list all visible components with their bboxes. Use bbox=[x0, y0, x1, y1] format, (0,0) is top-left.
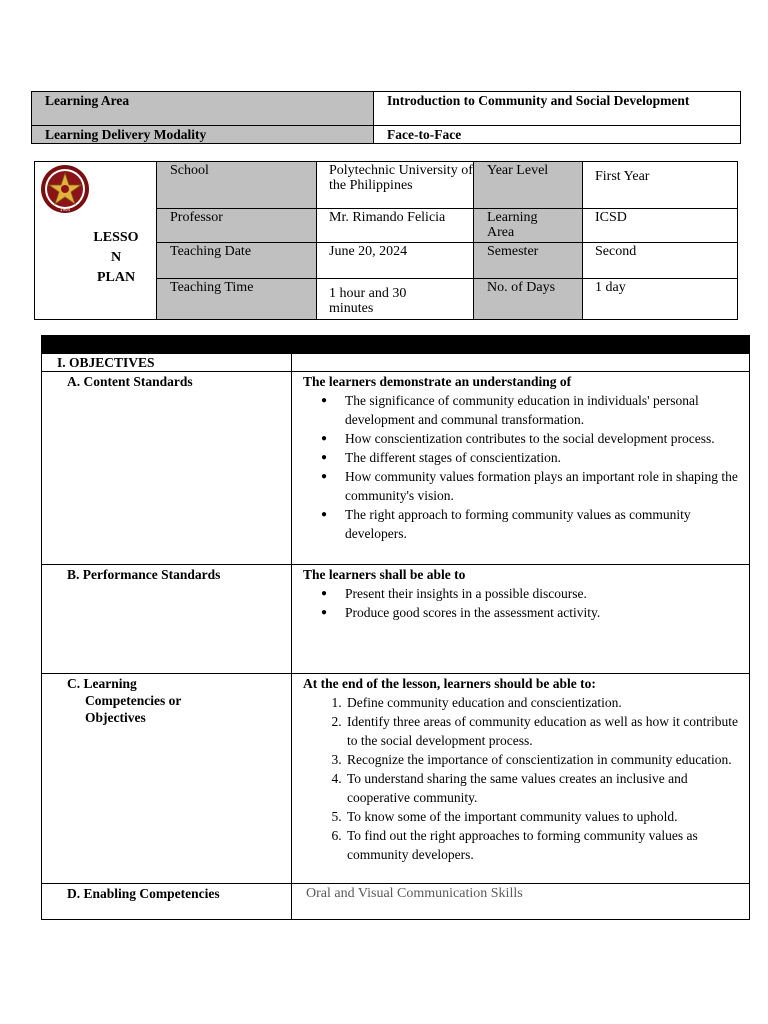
lesson-plan-cell bbox=[35, 162, 157, 320]
lesson-plan-line3: PLAN bbox=[96, 270, 136, 285]
content-standards-label: A. Content Standards bbox=[42, 372, 292, 565]
black-header-row bbox=[42, 336, 750, 354]
learning-area-value: Introduction to Community and Social Development bbox=[374, 92, 741, 126]
learning-area-label: Learning Area bbox=[32, 92, 374, 126]
list-item: ● How community values formation plays an important role in shaping the community's vision. bbox=[345, 467, 745, 505]
list-item: ● Present their insights in a possible discourse. bbox=[345, 584, 745, 603]
content-standards-list bbox=[303, 391, 745, 543]
lesson-plan-line1: LESSO bbox=[93, 230, 139, 245]
list-item: 5. To know some of the important community values to uphold. bbox=[345, 807, 745, 826]
list-item: ● The right approach to forming community values as community developers. bbox=[345, 505, 745, 543]
list-item: ● How conscientization contributes to the social development process. bbox=[345, 429, 745, 448]
modality-value: Face-to-Face bbox=[374, 126, 741, 144]
semester-value: Second bbox=[583, 243, 738, 279]
year-level-value: First Year bbox=[583, 162, 738, 209]
learning-competencies-heading: At the end of the lesson, learners should be able to: bbox=[303, 676, 596, 691]
university-seal-icon bbox=[40, 164, 90, 214]
list-item: ● Produce good scores in the assessment activity. bbox=[345, 603, 745, 622]
learning-competencies-label-line2: Competencies or bbox=[85, 693, 182, 708]
list-item: 2. Identify three areas of community education as well as how it contribute to the social development process. bbox=[345, 712, 745, 750]
school-value: Polytechnic University of the Philippines bbox=[317, 162, 474, 209]
seal-year: 1904 bbox=[59, 207, 71, 212]
lesson-info-table bbox=[34, 161, 738, 320]
learning-competencies-label-line3: Objectives bbox=[85, 710, 146, 725]
learning-competencies-cell bbox=[292, 674, 750, 884]
list-item: 6. To find out the right approaches to forming community values as community developers. bbox=[345, 826, 745, 864]
teaching-time-label: Teaching Time bbox=[157, 279, 317, 320]
professor-label: Professor bbox=[157, 209, 317, 243]
content-standards-heading: The learners demonstrate an understanding of bbox=[303, 374, 572, 389]
lesson-plan-line2: N bbox=[110, 250, 122, 265]
objectives-table bbox=[41, 335, 750, 920]
list-item: ● The different stages of conscientization. bbox=[345, 448, 745, 467]
days-value: 1 day bbox=[583, 279, 738, 320]
days-label: No. of Days bbox=[474, 279, 583, 320]
teaching-time-value: 1 hour and 30 minutes bbox=[317, 279, 474, 320]
teaching-date-label: Teaching Date bbox=[157, 243, 317, 279]
lesson-plan-title bbox=[83, 228, 149, 288]
list-item: 4. To understand sharing the same values creates an inclusive and cooperative community. bbox=[345, 769, 745, 807]
objectives-title: I. OBJECTIVES bbox=[42, 354, 292, 372]
performance-standards-heading: The learners shall be able to bbox=[303, 567, 466, 582]
list-item: 3. Recognize the importance of conscientization in community education. bbox=[345, 750, 745, 769]
list-item: ● The significance of community education in individuals' personal development and communal transformation. bbox=[345, 391, 745, 429]
modality-label: Learning Delivery Modality bbox=[32, 126, 374, 144]
year-level-label: Year Level bbox=[474, 162, 583, 209]
header-table bbox=[31, 91, 741, 144]
learning-competencies-label-line1: C. Learning bbox=[67, 676, 137, 691]
learning-competencies-list bbox=[303, 693, 745, 864]
school-label: School bbox=[157, 162, 317, 209]
performance-standards-cell bbox=[292, 565, 750, 674]
learning-area-short-value: ICSD bbox=[583, 209, 738, 243]
performance-standards-label: B. Performance Standards bbox=[42, 565, 292, 674]
performance-standards-list bbox=[303, 584, 745, 622]
enabling-competencies-value: Oral and Visual Communication Skills bbox=[292, 884, 750, 920]
learning-competencies-label bbox=[42, 674, 292, 884]
professor-value: Mr. Rimando Felicia bbox=[317, 209, 474, 243]
learning-area-short-label: Learning Area bbox=[474, 209, 583, 243]
list-item: 1. Define community education and conscientization. bbox=[345, 693, 745, 712]
semester-label: Semester bbox=[474, 243, 583, 279]
enabling-competencies-label: D. Enabling Competencies bbox=[42, 884, 292, 920]
teaching-date-value: June 20, 2024 bbox=[317, 243, 474, 279]
content-standards-cell bbox=[292, 372, 750, 565]
